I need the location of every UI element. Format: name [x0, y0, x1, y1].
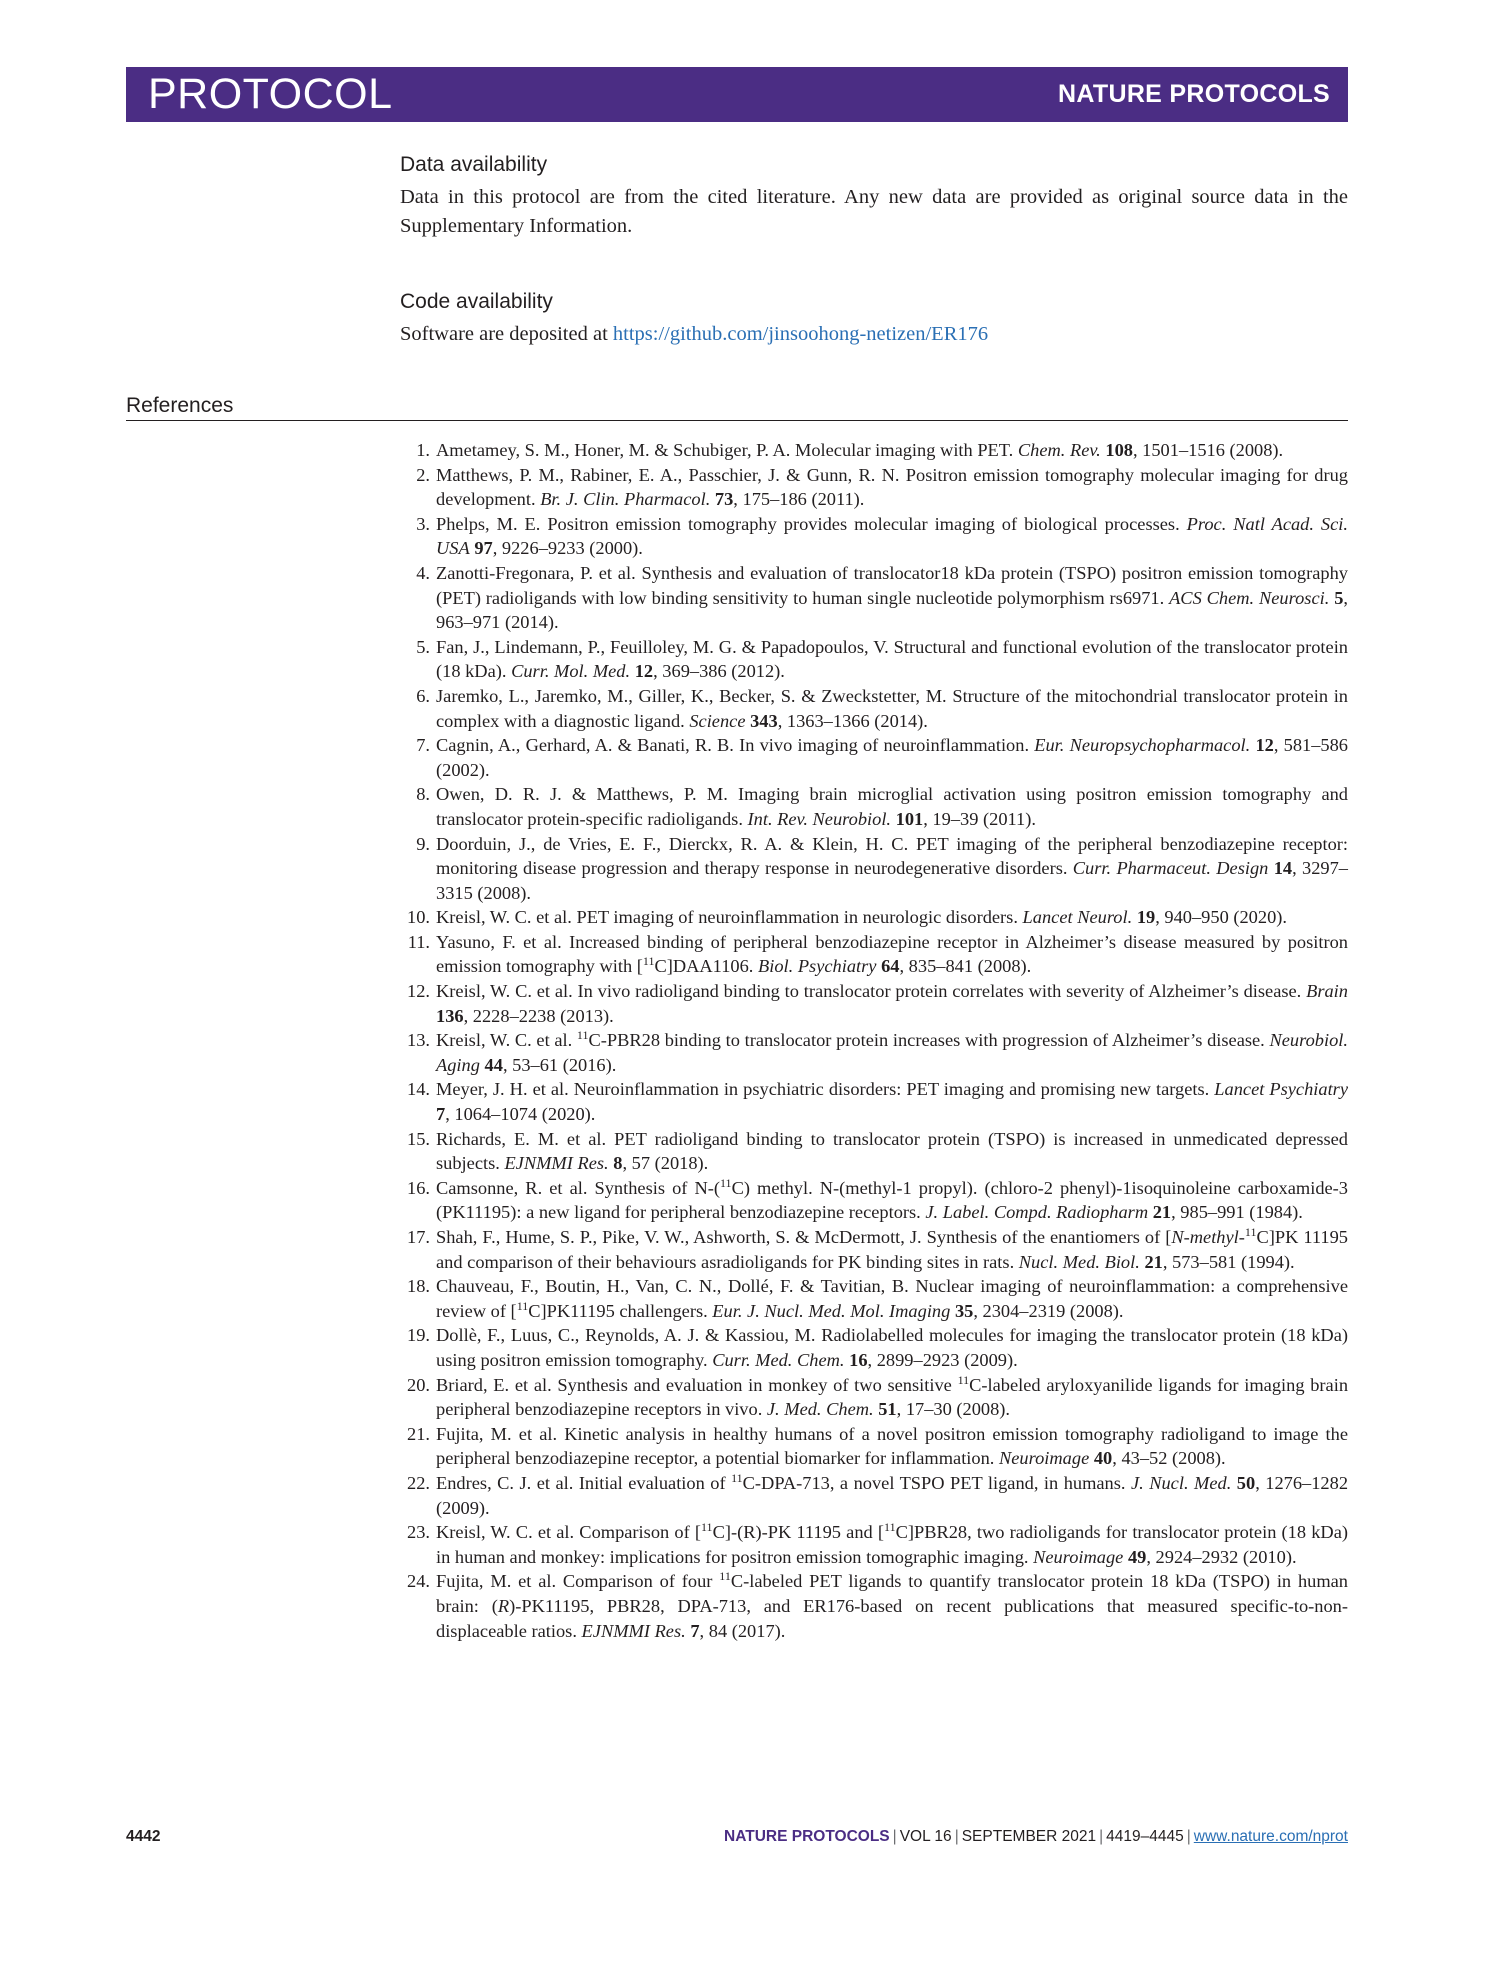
- reference-text: , 985–991 (1984).: [1171, 1202, 1303, 1223]
- reference-journal: Eur. J. Nucl. Med. Mol. Imaging: [712, 1300, 951, 1321]
- reference-volume: 12: [1255, 735, 1274, 756]
- reference-volume: 19: [1136, 907, 1156, 928]
- reference-journal: Int. Rev. Neurobiol.: [747, 808, 892, 829]
- reference-text: , 963–971 (2014).: [436, 587, 1348, 633]
- page-number: 4442: [126, 1828, 161, 1845]
- reference-journal: Chem. Rev.: [1017, 440, 1101, 460]
- reference-text: Shah, F., Hume, S. P., Pike, V. W., Ashworth, S. & McDermott, J. Synthesis of the enantiomers of [: [436, 1227, 1172, 1247]
- reference-text: Kreisl, W. C. et al. PET imaging of neuroinflammation in neurologic disorders.: [436, 907, 1023, 928]
- code-availability-heading: Code availability: [400, 290, 553, 313]
- journal-header-title: NATURE PROTOCOLS: [1058, 80, 1330, 108]
- reference-journal: Brain: [1306, 981, 1348, 1002]
- reference-number: 1.: [416, 440, 430, 460]
- reference-item: [400, 1176, 1348, 1225]
- reference-volume: 7: [690, 1620, 700, 1641]
- reference-journal: Curr. Med. Chem.: [712, 1349, 845, 1370]
- reference-text: Owen, D. R. J. & Matthews, P. M. Imaging brain microglial activation using positron emission tomography and translocator protein-specific radioligands.: [436, 784, 1348, 829]
- reference-text: C]DAA1106.: [654, 956, 758, 977]
- reference-text: , 835–841 (2008).: [899, 956, 1032, 977]
- reference-journal: Eur. Neuropsychopharmacol.: [1034, 735, 1251, 756]
- reference-text: , 581–586 (2002).: [436, 735, 1349, 780]
- footer-pages: 4419–4445: [1106, 1828, 1184, 1845]
- reference-journal: Curr. Pharmaceut. Design: [1072, 858, 1269, 879]
- reference-journal: Neuroimage: [999, 1448, 1090, 1469]
- reference-item: [400, 1569, 1348, 1643]
- reference-journal: N-methyl-: [1171, 1227, 1245, 1247]
- reference-item: [400, 1520, 1348, 1569]
- reference-volume: 50: [1236, 1472, 1256, 1493]
- reference-text: Endres, C. J. et al. Initial evaluation of: [436, 1472, 732, 1493]
- reference-journal: Proc. Natl Acad. Sci. USA: [436, 513, 1348, 559]
- reference-item: [400, 905, 1348, 930]
- data-availability-text: Data in this protocol are from the cited literature. Any new data are provided as original source data in the Supplementary Information.: [400, 186, 1348, 237]
- reference-text: Jaremko, L., Jaremko, M., Giller, K., Becker, S. & Zweckstetter, M. Structure of the mitochondrial translocator protein in complex with a diagnostic ligand.: [436, 685, 1348, 731]
- reference-text: C-labeled aryloxyanilide ligands for imaging brain peripheral benzodiazepine receptors in vivo.: [436, 1374, 1349, 1420]
- reference-item: [400, 979, 1348, 1028]
- reference-volume: 14: [1273, 858, 1293, 879]
- reference-volume: 343: [750, 710, 778, 731]
- reference-text: Matthews, P. M., Rabiner, E. A., Passchier, J. & Gunn, R. N. Positron emission tomography molecular imaging for drug development.: [436, 464, 1348, 510]
- reference-volume: 44: [484, 1054, 503, 1075]
- reference-superscript: 11: [731, 1470, 743, 1485]
- reference-number: 18.: [407, 1276, 430, 1297]
- page-header: [126, 67, 1348, 122]
- reference-number: 24.: [407, 1571, 430, 1592]
- reference-text: Kreisl, W. C. et al.: [436, 1030, 577, 1051]
- footer-citation: [724, 1828, 1348, 1846]
- references-heading: References: [126, 394, 1348, 421]
- reference-journal: EJNMMI Res.: [504, 1153, 609, 1174]
- reference-journal: Neuroimage: [1033, 1546, 1124, 1567]
- reference-item: [400, 512, 1348, 561]
- reference-text: Fujita, M. et al. Comparison of four: [436, 1571, 720, 1592]
- reference-text: C]PK11195 challengers.: [528, 1300, 713, 1321]
- footer-volume: VOL 16: [899, 1828, 952, 1845]
- reference-superscript: 11: [576, 1028, 589, 1043]
- reference-text: Phelps, M. E. Positron emission tomography provides molecular imaging of biological processes.: [436, 513, 1187, 534]
- reference-text: , 9226–9233 (2000).: [492, 538, 643, 559]
- reference-superscript: 11: [516, 1298, 529, 1313]
- reference-item: [400, 1127, 1348, 1176]
- reference-item: [400, 561, 1348, 635]
- reference-item: [400, 1422, 1348, 1471]
- reference-superscript: 11: [701, 1520, 713, 1535]
- footer-date: SEPTEMBER 2021: [961, 1828, 1097, 1845]
- reference-volume: 49: [1127, 1546, 1147, 1567]
- reference-item: [400, 1077, 1348, 1126]
- reference-number: 9.: [416, 833, 430, 854]
- reference-journal: Nucl. Med. Biol.: [1018, 1251, 1140, 1272]
- reference-number: 15.: [407, 1128, 430, 1149]
- reference-number: 20.: [407, 1374, 430, 1395]
- reference-number: 7.: [416, 735, 430, 756]
- reference-volume: 101: [895, 808, 924, 829]
- reference-item: [400, 930, 1348, 979]
- reference-item: [400, 1028, 1348, 1077]
- reference-journal: R: [497, 1595, 510, 1616]
- reference-volume: 35: [954, 1300, 974, 1321]
- reference-number: 4.: [416, 562, 430, 583]
- code-availability-prefix: Software are deposited at: [400, 323, 613, 345]
- reference-number: 10.: [407, 907, 430, 928]
- reference-number: 12.: [407, 981, 430, 1002]
- reference-text: Meyer, J. H. et al. Neuroinflammation in psychiatric disorders: PET imaging and promising new targets.: [436, 1079, 1215, 1100]
- reference-journal: Neurobiol. Aging: [436, 1030, 1348, 1075]
- reference-text: C) methyl. N-(methyl-1 propyl). (chloro-2 phenyl)-1isoquinoleine carboxamide-3 (PK11195): a new ligand for peripheral benzodiazepine receptors.: [436, 1177, 1348, 1223]
- reference-text: , 17–30 (2008).: [896, 1399, 1011, 1420]
- reference-journal: J. Label. Compd. Radiopharm: [925, 1202, 1149, 1223]
- reference-item: [400, 1373, 1348, 1422]
- reference-superscript: 11: [642, 954, 655, 969]
- code-availability-text: [400, 320, 1348, 349]
- reference-volume: 136: [436, 1005, 464, 1026]
- reference-journal: ACS Chem. Neurosci.: [1169, 587, 1330, 608]
- reference-superscript: 11: [719, 1569, 731, 1584]
- reference-item: [400, 1274, 1348, 1323]
- reference-text: )-PK11195, PBR28, DPA-713, and ER176-based on recent publications that measured specific-to-non-displaceable ratios.: [436, 1595, 1348, 1641]
- reference-text: , 2304–2319 (2008).: [973, 1300, 1124, 1321]
- reference-text: , 175–186 (2011).: [733, 489, 865, 510]
- reference-journal: J. Nucl. Med.: [1130, 1472, 1232, 1493]
- reference-journal: Biol. Psychiatry: [757, 956, 877, 977]
- reference-text: , 3297–3315 (2008).: [436, 858, 1348, 903]
- reference-list: [400, 438, 1348, 1643]
- reference-text: , 940–950 (2020).: [1155, 907, 1287, 928]
- reference-number: 3.: [416, 513, 430, 534]
- reference-text: , 57 (2018).: [622, 1153, 709, 1174]
- reference-volume: 16: [849, 1349, 868, 1370]
- reference-number: 23.: [407, 1522, 430, 1543]
- reference-text: Doorduin, J., de Vries, E. F., Dierckx, R. A. & Klein, H. C. PET imaging of the peripheral benzodiazepine receptor: monitoring disease progression and therapy response in neurodegenerative disorders.: [436, 833, 1348, 879]
- reference-text: , 43–52 (2008).: [1112, 1448, 1226, 1469]
- reference-item: [400, 733, 1348, 782]
- page-footer: [126, 1828, 1348, 1850]
- reference-volume: 108: [1105, 440, 1133, 460]
- reference-superscript: 11: [957, 1372, 970, 1387]
- reference-text: , 19–39 (2011).: [923, 808, 1036, 829]
- reference-text: Camsonne, R. et al. Synthesis of N-(: [436, 1177, 720, 1198]
- reference-text: , 1501–1516 (2008).: [1132, 440, 1284, 460]
- reference-item: [400, 1471, 1348, 1520]
- reference-text: Cagnin, A., Gerhard, A. & Banati, R. B. In vivo imaging of neuroinflammation.: [436, 735, 1035, 756]
- reference-number: 21.: [407, 1423, 430, 1444]
- reference-volume: 73: [714, 489, 734, 510]
- reference-text: C]-(R)-PK 11195 and [: [712, 1522, 885, 1543]
- reference-text: , 369–386 (2012).: [653, 661, 785, 682]
- reference-volume: 21: [1144, 1251, 1163, 1272]
- reference-number: 13.: [407, 1030, 430, 1051]
- reference-text: Yasuno, F. et al. Increased binding of peripheral benzodiazepine receptor in Alzheimer’s disease measured by positron emission tomography with [: [436, 931, 1348, 977]
- reference-item: [400, 782, 1348, 831]
- reference-volume: 12: [634, 661, 654, 682]
- reference-volume: 7: [436, 1104, 446, 1125]
- reference-item: [400, 463, 1348, 512]
- reference-volume: 40: [1093, 1448, 1113, 1469]
- footer-journal: NATURE PROTOCOLS: [724, 1828, 890, 1845]
- reference-number: 8.: [416, 784, 430, 805]
- reference-number: 2.: [416, 464, 430, 485]
- reference-text: Richards, E. M. et al. PET radioligand binding to translocator protein (TSPO) is increased in unmedicated depressed subjects.: [436, 1128, 1348, 1174]
- reference-text: C-labeled PET ligands to quantify translocator protein 18 kDa (TSPO) in human brain: (: [436, 1571, 1348, 1616]
- reference-text: Ametamey, S. M., Honer, M. & Schubiger, P. A. Molecular imaging with PET.: [436, 440, 1018, 460]
- reference-text: C]PBR28, two radioligands for translocator protein (18 kDa) in human and monkey: implications for positron emission tomographic imaging.: [436, 1522, 1348, 1567]
- footer-separator: |: [892, 1828, 897, 1845]
- reference-journal: Lancet Psychiatry: [1214, 1079, 1349, 1100]
- reference-journal: Lancet Neurol.: [1022, 907, 1133, 928]
- reference-item: [400, 1225, 1348, 1274]
- reference-number: 17.: [407, 1227, 430, 1247]
- reference-text: Fan, J., Lindemann, P., Feuilloley, M. G. & Papadopoulos, V. Structural and functional evolution of the translocator protein (18 kDa).: [436, 636, 1348, 682]
- reference-item: [400, 684, 1348, 733]
- reference-text: , 84 (2017).: [699, 1620, 786, 1641]
- reference-text: Zanotti-Fregonara, P. et al. Synthesis and evaluation of translocator18 kDa protein (TSPO) positron emission tomography (PET) radioligands with low binding sensitivity to human single nucleotide polymorphism rs6971.: [436, 562, 1348, 608]
- reference-superscript: 11: [884, 1520, 896, 1535]
- reference-text: C-PBR28 binding to translocator protein increases with progression of Alzheimer’s disease.: [588, 1030, 1270, 1051]
- reference-text: Fujita, M. et al. Kinetic analysis in healthy humans of a novel positron emission tomography radioligand to image the peripheral benzodiazepine receptor, a potential biomarker for inflammation.: [436, 1423, 1348, 1469]
- reference-journal: J. Med. Chem.: [766, 1399, 874, 1420]
- reference-superscript: 11: [1244, 1225, 1257, 1239]
- github-link[interactable]: https://github.com/jinsoohong-netizen/ER176: [612, 323, 989, 345]
- reference-volume: 5: [1334, 587, 1344, 608]
- reference-number: 14.: [407, 1079, 430, 1100]
- reference-text: , 2924–2932 (2010).: [1146, 1546, 1297, 1567]
- reference-item: [400, 1323, 1348, 1372]
- reference-text: , 2899–2923 (2009).: [867, 1349, 1018, 1370]
- reference-number: 16.: [407, 1177, 430, 1198]
- reference-item: [400, 635, 1348, 684]
- reference-volume: 64: [881, 956, 900, 977]
- reference-number: 19.: [407, 1325, 430, 1346]
- reference-text: Kreisl, W. C. et al. In vivo radioligand binding to translocator protein correlates with severity of Alzheimer’s disease.: [436, 981, 1307, 1002]
- footer-separator: |: [1099, 1828, 1104, 1845]
- reference-journal: Science: [689, 710, 746, 731]
- reference-volume: 51: [878, 1399, 897, 1420]
- reference-text: , 2228–2238 (2013).: [463, 1005, 614, 1026]
- reference-text: Briard, E. et al. Synthesis and evaluation in monkey of two sensitive: [436, 1374, 958, 1395]
- reference-text: Dollè, F., Luus, C., Reynolds, A. J. & Kassiou, M. Radiolabelled molecules for imaging the translocator protein (18 kDa) using positron emission tomography.: [436, 1325, 1348, 1370]
- reference-number: 6.: [416, 685, 430, 706]
- reference-text: Kreisl, W. C. et al. Comparison of [: [436, 1522, 701, 1543]
- reference-superscript: 11: [720, 1175, 732, 1190]
- reference-number: 5.: [416, 636, 430, 657]
- reference-volume: 8: [613, 1153, 623, 1174]
- data-availability-heading: Data availability: [400, 153, 548, 176]
- reference-volume: 97: [474, 538, 493, 559]
- reference-volume: 21: [1152, 1202, 1172, 1223]
- reference-text: , 573–581 (1994).: [1162, 1251, 1295, 1272]
- footer-separator: |: [954, 1828, 959, 1845]
- reference-journal: Curr. Mol. Med.: [511, 661, 631, 682]
- footer-url-link[interactable]: www.nature.com/nprot: [1193, 1828, 1348, 1845]
- reference-text: , 53–61 (2016).: [502, 1054, 617, 1075]
- reference-item: [400, 438, 1348, 463]
- reference-text: , 1064–1074 (2020).: [445, 1104, 596, 1125]
- footer-separator: |: [1186, 1828, 1191, 1845]
- reference-journal: Br. J. Clin. Pharmacol.: [540, 489, 711, 510]
- reference-text: , 1363–1366 (2014).: [777, 710, 928, 731]
- reference-number: 22.: [407, 1472, 430, 1493]
- reference-text: C]PK 11195 and comparison of their behaviours asradioligands for PK binding sites in rats.: [436, 1227, 1348, 1272]
- reference-item: [400, 832, 1348, 906]
- reference-text: C-DPA-713, a novel TSPO PET ligand, in humans.: [742, 1472, 1131, 1493]
- article-type-label: PROTOCOL: [148, 70, 393, 118]
- reference-journal: EJNMMI Res.: [581, 1620, 686, 1641]
- reference-text: , 1276–1282 (2009).: [436, 1472, 1349, 1518]
- reference-text: Chauveau, F., Boutin, H., Van, C. N., Dollé, F. & Tavitian, B. Nuclear imaging of neuroinflammation: a comprehensive review of [: [436, 1276, 1348, 1321]
- reference-number: 11.: [407, 931, 430, 952]
